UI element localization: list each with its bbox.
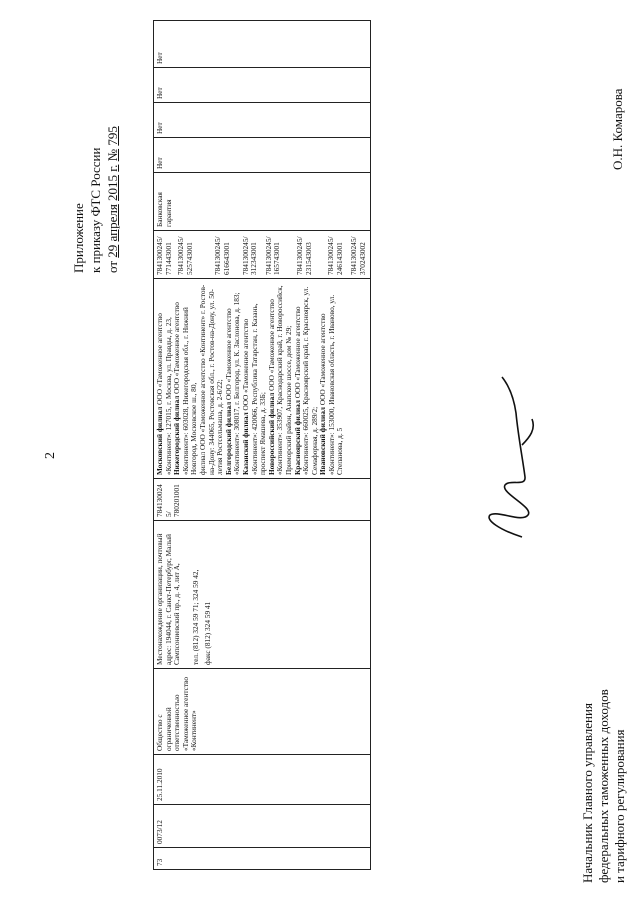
appendix-day: 29 [105, 244, 120, 258]
organization-name: Общество с ограниченной ответственностью «Таможенное агентство «Континент» [154, 669, 371, 755]
list-item: Белгородский филиал ООО «Таможенное агентство «Континент»: 308017, г. Белгород, ул. К. Заслонова, д. 183; [223, 292, 242, 475]
list-item: Красноярский филиал ООО «Таможенное агентство «Континент»: 660025, Красноярский край, г. Красноярск, ул. Семафорная, д. 289/2; [292, 286, 319, 475]
no-cell-2: Нет [154, 103, 371, 138]
appendix-month: апреля [105, 204, 120, 242]
appendix-line2: к приказу ФТС России [88, 147, 103, 273]
organization-address: Местонахождение организации, почтовый адрес: 194044, г. Санкт-Петербург, Малый Сампсониевский пр., д. 4, лит А, тел. (812) 324 59 71; 324 59 42, факс (812) 324 59 41 [154, 521, 371, 669]
signature-image [470, 365, 550, 545]
row-number: 73 [154, 848, 371, 870]
branch-codes: 7841300245/ 771443001 7841300245/ 525743001 7841300245/ 616643001 7841300245/ 312343001 7841300245/ 165743001 7841300245/ 231543003 7841300245/ 246143001 7841300245/ 370243002 [154, 231, 371, 279]
registry-table [153, 20, 371, 870]
no-cell-4: Нет [154, 21, 371, 68]
list-item: Московский филиал ООО «Таможенное агентство «Континент»: 127015, г. Москва, ул. Правды, д. 23, [155, 313, 173, 475]
no-cell-3: Нет [154, 68, 371, 103]
page-number: 2 [43, 452, 58, 459]
inn-kpp: 7841300245/ 780201001 [154, 479, 371, 521]
appendix-date-line: от 29 апреля 2015 г. № 795 [105, 126, 120, 273]
registration-date: 25.11.2010 [154, 755, 371, 805]
signatory-title: Начальник Главного управления федеральных таможенных доходов и тарифного регулирования [580, 689, 627, 883]
list-item: Казанский филиал ООО «Таможенное агентство «Континент»: 420066, Республика Татарстан, г. Казань, проспект Ямашева, д. 33Б; [240, 303, 268, 475]
fax: факс (812) 324 59 41 [203, 601, 213, 665]
list-item: филиал ООО «Таможенное агентство «Континент» г. Ростов-на-Дону: 344065, Ростовская обл., г. Ростов-на-Дону, ул. 50-летия Ростсельмаша, д. 2-6/22; [197, 284, 225, 475]
no-cell-1: Нет [154, 138, 371, 173]
guarantee-type: Банковская гарантия [154, 173, 371, 231]
signatory-name: О.Н. Комарова [610, 88, 625, 170]
list-item: Нижегородский филиал ООО «Таможенное агентство «Континент»: 603028, Нижегородская обл., г. Нижний Новгород, Московское ш., 80, [172, 302, 199, 475]
appendix-block [70, 126, 121, 273]
branch-list [154, 279, 371, 479]
table-row [154, 21, 371, 870]
appendix-number: 795 [105, 126, 120, 146]
appendix-year: 2015 [105, 174, 120, 201]
phone: тел. (812) 324 59 71; 324 59 42, [190, 569, 200, 665]
registration-number: 0073/12 [154, 805, 371, 848]
appendix-line1: Приложение [71, 203, 86, 273]
list-item: Новороссийский филиал ООО «Таможенное агентство «Континент»: 353907, Краснодарский край, г. Новороссийск, Приморский район, Анапское шоссе, дом № 29; [266, 285, 293, 475]
list-item: Ивановский филиал ООО «Таможенное агентство «Континент»: 153000, Ивановская область, г. Иваново, ул. Степанова, д. 5 [318, 294, 345, 475]
